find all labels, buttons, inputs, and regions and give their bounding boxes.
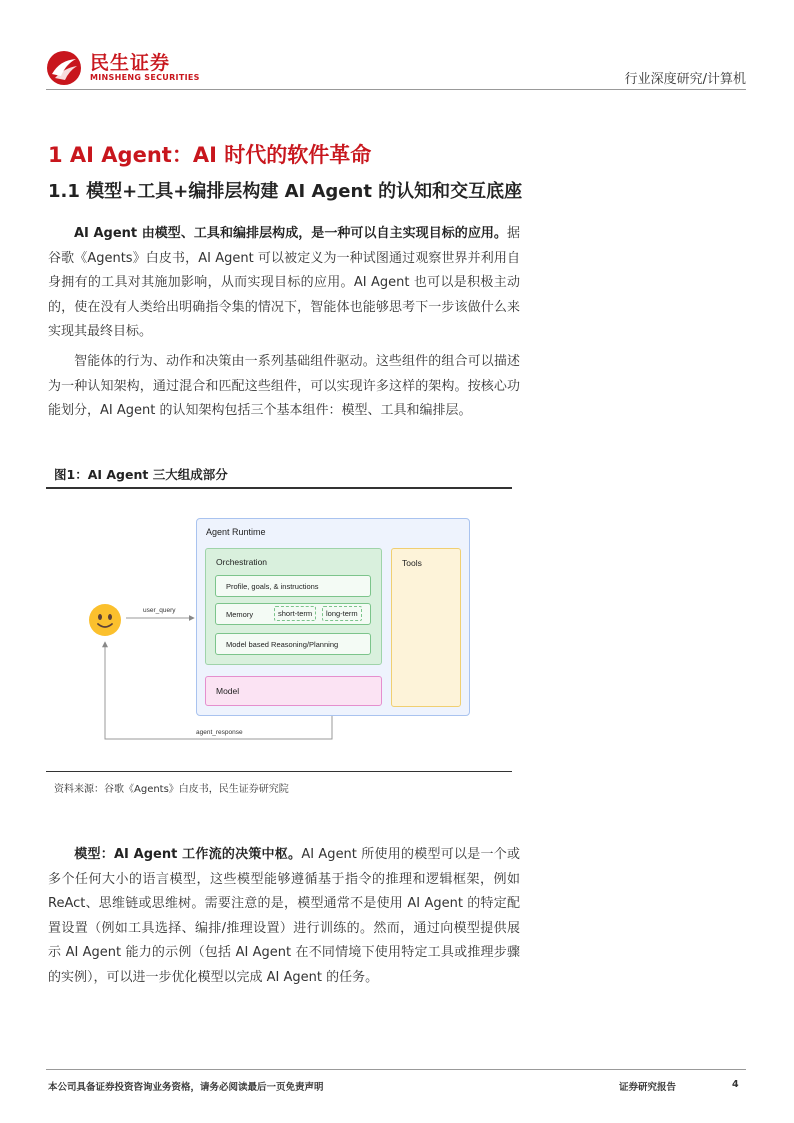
minsheng-logo-icon — [46, 50, 82, 86]
figure-top-rule — [46, 487, 512, 489]
figure-source: 资料来源：谷歌《Agents》白皮书，民生证券研究院 — [54, 784, 289, 795]
long-term-memory-tag: long-term — [322, 606, 362, 621]
logo-english-text: MINSHENG SECURITIES — [90, 73, 200, 82]
page-number: 4 — [732, 1079, 739, 1090]
footer-report-type: 证券研究报告 — [619, 1082, 677, 1093]
paragraph-intro — [48, 222, 520, 345]
section-heading: 1 AI Agent：AI 时代的软件革命 — [48, 143, 372, 167]
figure-bottom-rule — [46, 771, 512, 772]
paragraph-architecture — [48, 350, 520, 424]
header-divider — [46, 89, 746, 90]
orchestration-label: Orchestration — [216, 557, 268, 567]
agent-flow-arrows — [100, 600, 340, 745]
paragraph-model-body: AI Agent 所使用的模型可以是一个或多个任何大小的语言模型，这些模型能够遵循基于指令的推理和逻辑框架，例如 ReAct、思维链或思维树。需要注意的是，模型通常不是使用 AI Agent 的特定配置设置（例如工具选择、编排/推理设置）进行训练的。然而，通过向模型提供展示 AI Agent 能力的示例（包括 AI Agent 在不同情境下使用特定工具或推理步骤的实例），可以进一步优化模型以完成 AI Agent 的任务。 — [48, 847, 520, 985]
model-label: Model — [216, 686, 240, 696]
figure-title: 图1：AI Agent 三大组成部分 — [54, 467, 228, 482]
subsection-heading: 1.1 模型+工具+编排层构建 AI Agent 的认知和交互底座 — [48, 181, 523, 202]
agent-response-label: agent_response — [196, 729, 243, 736]
short-term-memory-tag: short-term — [274, 606, 316, 621]
paragraph-intro-lead: AI Agent 由模型、工具和编排层构成，是一种可以自主实现目标的应用。 — [74, 226, 507, 241]
user-smiley-icon — [88, 603, 122, 637]
memory-label: Memory — [226, 610, 254, 619]
paragraph-intro-body: 据谷歌《Agents》白皮书，AI Agent 可以被定义为一种试图通过观察世界并利用自身拥有的工具对其施加影响，从而实现目标的应用。AI Agent 也可以是积极主动的，使在没有人类给出明确指令集的情况下，智能体也能够思考下一步该做什么来实现其最终目标。 — [48, 226, 520, 339]
profile-goals-item — [215, 575, 371, 597]
agent-response-arrow — [105, 642, 332, 739]
paragraph-model-lead: 模型：AI Agent 工作流的决策中枢。 — [74, 847, 302, 862]
footer-divider — [46, 1069, 746, 1070]
logo-chinese-text: 民生证券 — [90, 52, 171, 74]
paragraph-architecture-body: 智能体的行为、动作和决策由一系列基础组件驱动。这些组件的组合可以描述为一种认知架构，通过混合和匹配这些组件，可以实现许多这样的架构。按核心功能划分，AI Agent 的认知架构包括三个基本组件：模型、工具和编排层。 — [48, 354, 520, 418]
agent-runtime-label: Agent Runtime — [206, 527, 266, 537]
report-section-label: 行业深度研究/计算机 — [624, 72, 746, 87]
footer-disclaimer: 本公司具备证券投资咨询业务资格，请务必阅读最后一页免责声明 — [48, 1082, 324, 1093]
tools-label: Tools — [402, 558, 422, 568]
reasoning-planning-label: Model based Reasoning/Planning — [226, 640, 339, 649]
paragraph-model — [48, 843, 520, 990]
user-query-label: user_query — [143, 607, 176, 614]
profile-goals-label: Profile, goals, & instructions — [226, 582, 319, 591]
tools-box — [391, 548, 461, 707]
